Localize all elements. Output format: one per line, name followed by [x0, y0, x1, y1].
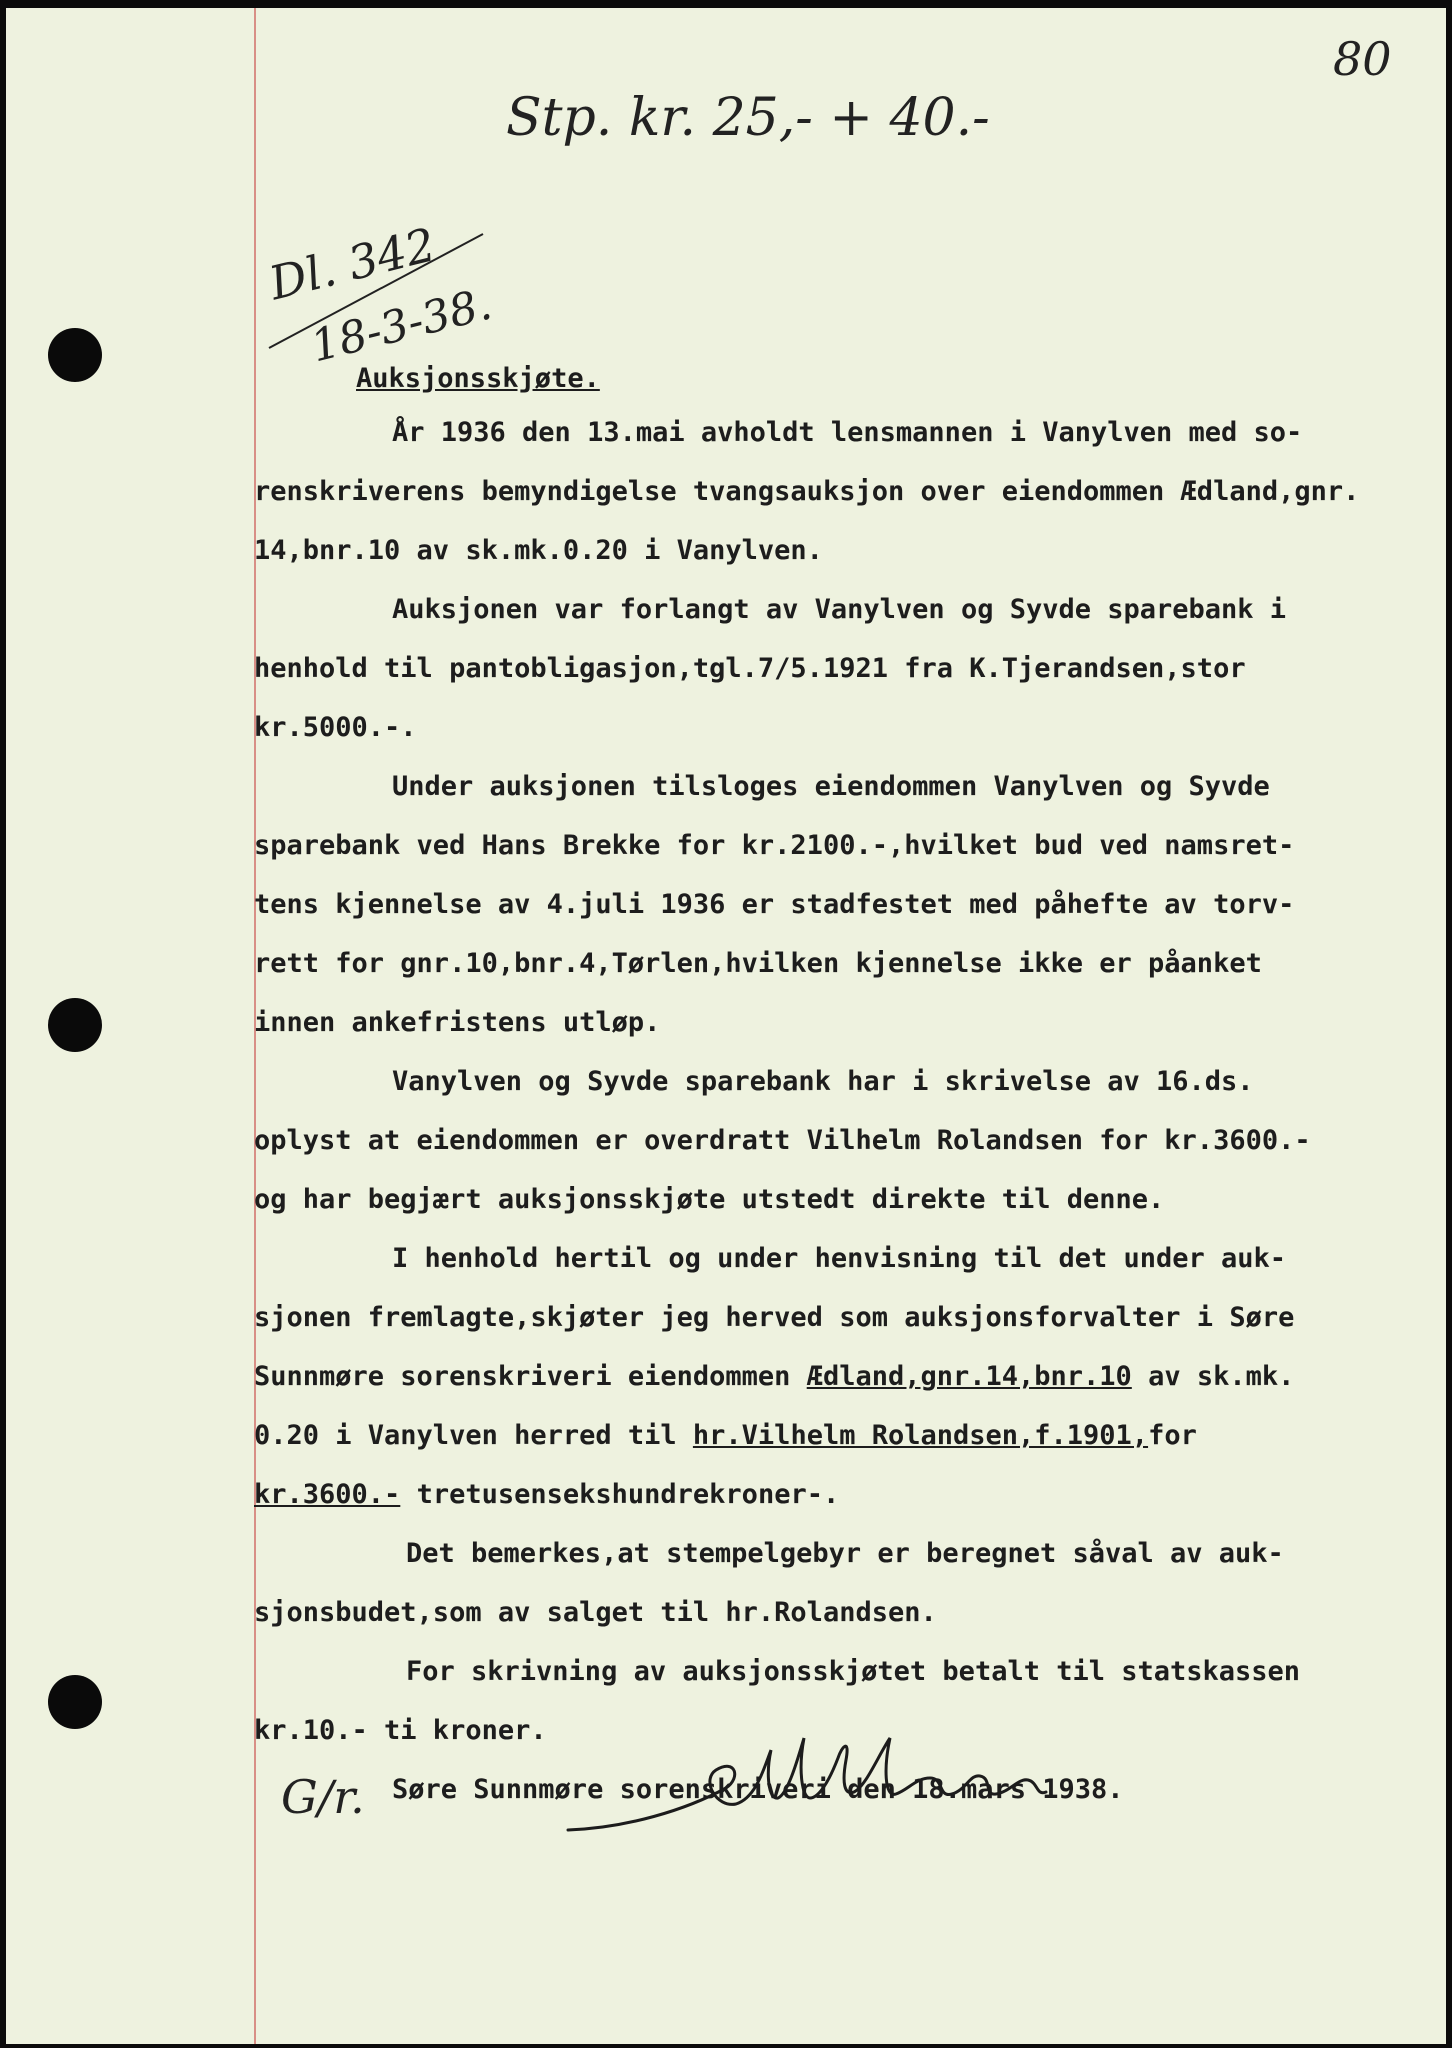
registration-number: Dl. 342	[264, 217, 441, 311]
registration-date: 18-3-38.	[306, 278, 497, 373]
body-text: tretusensekshundrekroner-.	[416, 1479, 840, 1510]
fee-note: Stp. kr. 25,- + 40.-	[506, 88, 990, 148]
body-line: oplyst at eiendommen er overdratt Vilhelm Rolandsen for kr.3600.-	[254, 1125, 1311, 1156]
body-line: renskriverens bemyndigelse tvangsauksjon over eiendommen Ædland,gnr.	[254, 476, 1360, 507]
body-line: 14,bnr.10 av sk.mk.0.20 i Vanylven.	[254, 535, 823, 566]
punch-hole	[48, 998, 102, 1052]
document-page	[6, 8, 1446, 2044]
body-line: Søre Sunnmøre sorenskriveri den 18.mars 1938.	[392, 1774, 1124, 1805]
signature	[566, 1698, 1066, 1848]
body-line: kr.10.- ti kroner.	[254, 1715, 547, 1746]
body-line: Det bemerkes,at stempelgebyr er beregnet såval av auk-	[406, 1538, 1284, 1569]
price-amount: kr.3600.-	[254, 1479, 401, 1510]
body-line: tens kjennelse av 4.juli 1936 er stadfestet med påhefte av torv-	[254, 889, 1295, 920]
body-line	[254, 1479, 839, 1510]
punch-hole	[48, 1675, 102, 1729]
body-line: sparebank ved Hans Brekke for kr.2100.-,hvilket bud ved namsret-	[254, 830, 1295, 861]
body-line: Under auksjonen tilsloges eiendommen Vanylven og Syvde	[392, 771, 1270, 802]
body-line: innen ankefristens utløp.	[254, 1007, 661, 1038]
body-line: kr.5000.-.	[254, 712, 417, 743]
body-line: Vanylven og Syvde sparebank har i skrivelse av 16.ds.	[392, 1066, 1254, 1097]
body-text: av sk.mk.	[1148, 1361, 1295, 1392]
body-line	[254, 1361, 1294, 1392]
body-line: rett for gnr.10,bnr.4,Tørlen,hvilken kjennelse ikke er påanket	[254, 948, 1262, 979]
body-text: for	[1148, 1420, 1197, 1451]
clerk-initials: G/r.	[281, 1770, 365, 1824]
body-text: Sunnmøre sorenskriveri eiendommen	[254, 1361, 791, 1392]
body-line: sjonsbudet,som av salget til hr.Rolandsen.	[254, 1597, 937, 1628]
body-text: 0.20 i Vanylven herred til	[254, 1420, 677, 1451]
body-line: For skrivning av auksjonsskjøtet betalt til statskassen	[406, 1656, 1301, 1687]
body-line: År 1936 den 13.mai avholdt lensmannen i Vanylven med so-	[392, 417, 1303, 448]
body-line: og har begjært auksjonsskjøte utstedt direkte til denne.	[254, 1184, 1165, 1215]
body-line: Auksjonen var forlangt av Vanylven og Syvde sparebank i	[392, 594, 1287, 625]
page-number: 80	[1333, 32, 1392, 86]
document-title: Auksjonsskjøte.	[356, 363, 600, 394]
body-line: I henhold hertil og under henvisning til det under auk-	[392, 1243, 1287, 1274]
body-line: henhold til pantobligasjon,tgl.7/5.1921 fra K.Tjerandsen,stor	[254, 653, 1246, 684]
buyer-name: hr.Vilhelm Rolandsen,f.1901,	[692, 1420, 1149, 1451]
punch-hole	[48, 328, 102, 382]
property-reference: Ædland,gnr.14,bnr.10	[806, 1361, 1132, 1392]
body-line: sjonen fremlagte,skjøter jeg herved som auksjonsforvalter i Søre	[254, 1302, 1295, 1333]
body-line	[254, 1420, 1197, 1451]
